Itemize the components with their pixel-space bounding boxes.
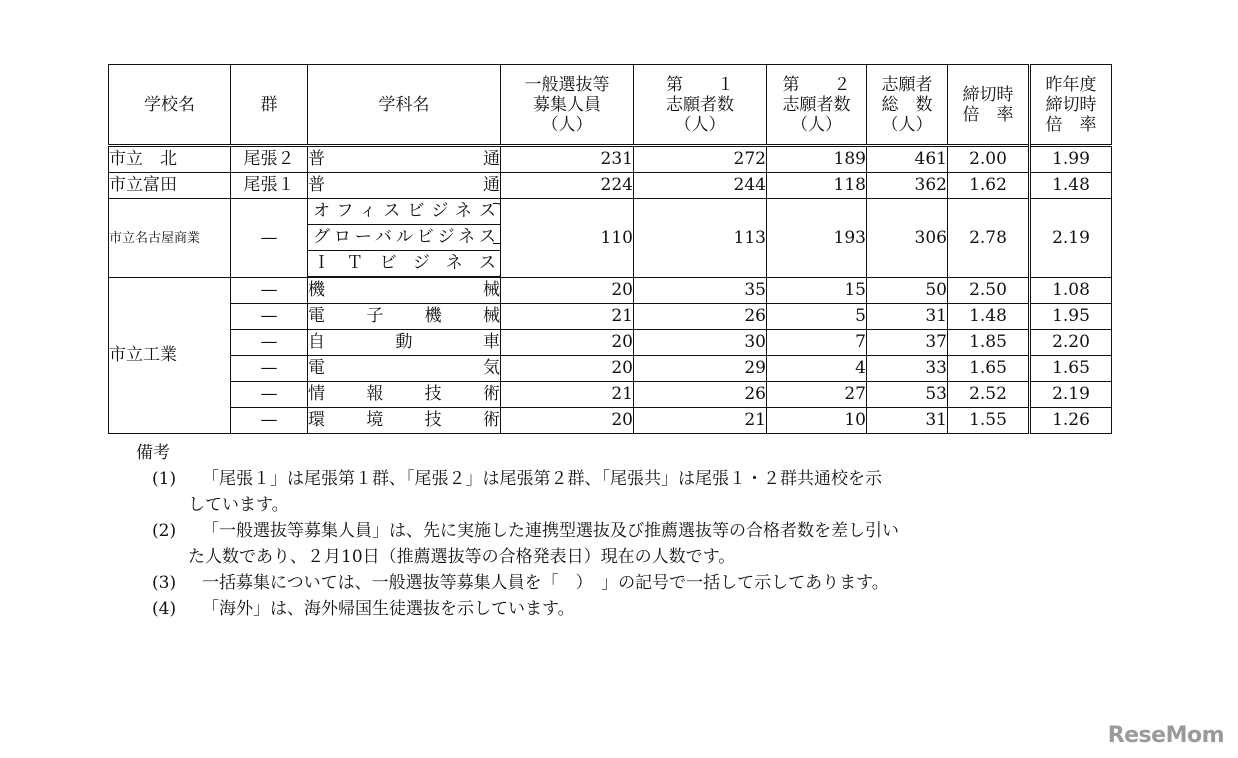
group-cell: — <box>231 408 308 434</box>
total-cell: 461 <box>867 146 948 173</box>
department-stack <box>308 199 500 277</box>
department-cell: 普通 <box>308 146 501 173</box>
ratio-cell: 2.52 <box>948 382 1030 408</box>
header-school: 学校名 <box>109 65 231 146</box>
header-second-choice <box>767 65 867 146</box>
first-choice-cell: 29 <box>634 356 767 382</box>
note-item <box>130 570 899 596</box>
group-cell: 尾張２ <box>231 146 308 173</box>
first-choice-cell: 35 <box>634 278 767 304</box>
header-total-line: （人） <box>881 114 933 135</box>
capacity-cell: 21 <box>501 382 634 408</box>
table-row <box>109 356 1112 382</box>
table-row <box>109 146 1112 173</box>
second-choice-cell: 193 <box>767 199 867 278</box>
first-choice-cell: 30 <box>634 330 767 356</box>
first-choice-cell: 26 <box>634 304 767 330</box>
table-row <box>109 330 1112 356</box>
header-prev-line: 昨年度 <box>1045 74 1097 95</box>
note-number: (1) <box>152 469 177 489</box>
first-choice-cell: 26 <box>634 382 767 408</box>
ratio-cell: 2.78 <box>948 199 1030 278</box>
header-group: 群 <box>231 65 308 146</box>
ratio-cell: 2.00 <box>948 146 1030 173</box>
note-text: 一括募集については、一般選抜等募集人員を「 ） 」の記号で一括して示してあります。 <box>202 573 889 593</box>
second-choice-cell: 10 <box>767 408 867 434</box>
note-text: 「一般選抜等募集人員」は、先に実施した連携型選抜及び推薦選抜等の合格者数を差し引い <box>202 521 899 541</box>
notes-title: 備考 <box>136 443 170 463</box>
table-row <box>109 278 1112 304</box>
prev-ratio-cell: 1.65 <box>1030 356 1112 382</box>
second-choice-cell: 118 <box>767 173 867 199</box>
prev-ratio-cell: 2.19 <box>1030 199 1112 278</box>
department-item: オフィスビジネス <box>308 199 500 225</box>
total-cell: 33 <box>867 356 948 382</box>
department-cell: 自動車 <box>308 330 501 356</box>
header-prev-ratio <box>1030 65 1112 146</box>
capacity-cell: 20 <box>501 330 634 356</box>
group-cell: 尾張１ <box>231 173 308 199</box>
table-row <box>109 173 1112 199</box>
second-choice-cell: 27 <box>767 382 867 408</box>
note-number: (3) <box>152 573 177 593</box>
second-choice-cell: 7 <box>767 330 867 356</box>
prev-ratio-cell: 1.95 <box>1030 304 1112 330</box>
note-number: (2) <box>152 521 177 541</box>
school-name-cell: 市立 北 <box>109 146 231 173</box>
results-table <box>108 64 1112 434</box>
header-ratio-line: 締切時 <box>962 84 1014 105</box>
group-cell: — <box>231 356 308 382</box>
header-second-line: （人） <box>791 114 842 135</box>
department-group-cell <box>308 199 501 278</box>
department-cell: 情報技術 <box>308 382 501 408</box>
capacity-cell: 20 <box>501 278 634 304</box>
header-first-line: （人） <box>674 114 726 135</box>
header-capacity-line: （人） <box>541 114 593 135</box>
header-second-line: 第 ２ <box>782 74 851 95</box>
header-department: 学科名 <box>308 65 501 146</box>
department-cell: 普通 <box>308 173 501 199</box>
prev-ratio-cell: 2.19 <box>1030 382 1112 408</box>
header-second-line: 志願者数 <box>782 94 851 115</box>
ratio-cell: 1.48 <box>948 304 1030 330</box>
header-first-line: 志願者数 <box>666 94 734 115</box>
school-name-cell: 市立富田 <box>109 173 231 199</box>
department-cell: 電子機械 <box>308 304 501 330</box>
header-prev-line: 倍 率 <box>1045 114 1097 135</box>
first-choice-cell: 272 <box>634 146 767 173</box>
department-item: グローバルビジネス <box>308 225 500 251</box>
group-cell: — <box>231 382 308 408</box>
prev-ratio-cell: 1.08 <box>1030 278 1112 304</box>
total-cell: 362 <box>867 173 948 199</box>
header-capacity-line: 募集人員 <box>533 94 601 115</box>
department-item: ＩＴビジネス <box>308 251 500 277</box>
header-first-choice <box>634 65 767 146</box>
table-row-commerce <box>109 199 1112 278</box>
first-choice-cell: 21 <box>634 408 767 434</box>
department-cell: 電気 <box>308 356 501 382</box>
header-ratio-line: 倍 率 <box>962 104 1014 125</box>
capacity-cell: 110 <box>501 199 634 278</box>
school-name-cell: 市立工業 <box>109 278 231 434</box>
total-cell: 37 <box>867 330 948 356</box>
note-text: 「海外」は、海外帰国生徒選抜を示しています。 <box>202 599 575 619</box>
capacity-cell: 21 <box>501 304 634 330</box>
table-row <box>109 408 1112 434</box>
total-cell: 53 <box>867 382 948 408</box>
second-choice-cell: 4 <box>767 356 867 382</box>
prev-ratio-cell: 2.20 <box>1030 330 1112 356</box>
total-cell: 306 <box>867 199 948 278</box>
group-cell: — <box>231 304 308 330</box>
notes-section <box>130 440 899 622</box>
header-row <box>109 65 1112 146</box>
header-prev-line: 締切時 <box>1045 94 1097 115</box>
second-choice-cell: 5 <box>767 304 867 330</box>
ratio-cell: 1.62 <box>948 173 1030 199</box>
department-cell: 環境技術 <box>308 408 501 434</box>
capacity-cell: 231 <box>501 146 634 173</box>
department-cell: 機械 <box>308 278 501 304</box>
group-cell: — <box>231 278 308 304</box>
bracket-icon <box>493 203 501 277</box>
second-choice-cell: 189 <box>767 146 867 173</box>
ratio-cell: 1.65 <box>948 356 1030 382</box>
capacity-cell: 224 <box>501 173 634 199</box>
first-choice-cell: 244 <box>634 173 767 199</box>
group-cell: — <box>231 199 308 278</box>
note-text: 「尾張１」は尾張第１群、「尾張２」は尾張第２群、「尾張共」は尾張１・２群共通校を示 <box>202 469 882 489</box>
first-choice-cell: 113 <box>634 199 767 278</box>
note-text-continued: た人数であり、２月10日（推薦選抜等の合格発表日）現在の人数です。 <box>188 547 736 567</box>
school-name-cell: 市立名古屋商業 <box>109 199 231 278</box>
total-cell: 50 <box>867 278 948 304</box>
group-cell: — <box>231 330 308 356</box>
prev-ratio-cell: 1.48 <box>1030 173 1112 199</box>
header-total-line: 志願者 <box>881 74 933 95</box>
second-choice-cell: 15 <box>767 278 867 304</box>
header-first-line: 第 １ <box>666 74 734 95</box>
capacity-cell: 20 <box>501 356 634 382</box>
header-ratio <box>948 65 1030 146</box>
header-ratio-block <box>963 85 1014 125</box>
ratio-cell: 1.85 <box>948 330 1030 356</box>
header-total <box>867 65 948 146</box>
note-number: (4) <box>152 599 177 619</box>
note-item <box>130 596 899 622</box>
note-item <box>130 518 899 570</box>
note-item <box>130 466 899 518</box>
prev-ratio-cell: 1.26 <box>1030 408 1112 434</box>
table-row <box>109 304 1112 330</box>
header-total-line: 総 数 <box>881 94 933 115</box>
ratio-cell: 1.55 <box>948 408 1030 434</box>
prev-ratio-cell: 1.99 <box>1030 146 1112 173</box>
resemom-logo: ReseMom <box>1107 723 1224 748</box>
header-capacity <box>501 65 634 146</box>
ratio-cell: 2.50 <box>948 278 1030 304</box>
total-cell: 31 <box>867 304 948 330</box>
capacity-cell: 20 <box>501 408 634 434</box>
note-text-continued: しています。 <box>188 495 289 515</box>
total-cell: 31 <box>867 408 948 434</box>
table-row <box>109 382 1112 408</box>
header-capacity-line: 一般選抜等 <box>524 74 610 95</box>
